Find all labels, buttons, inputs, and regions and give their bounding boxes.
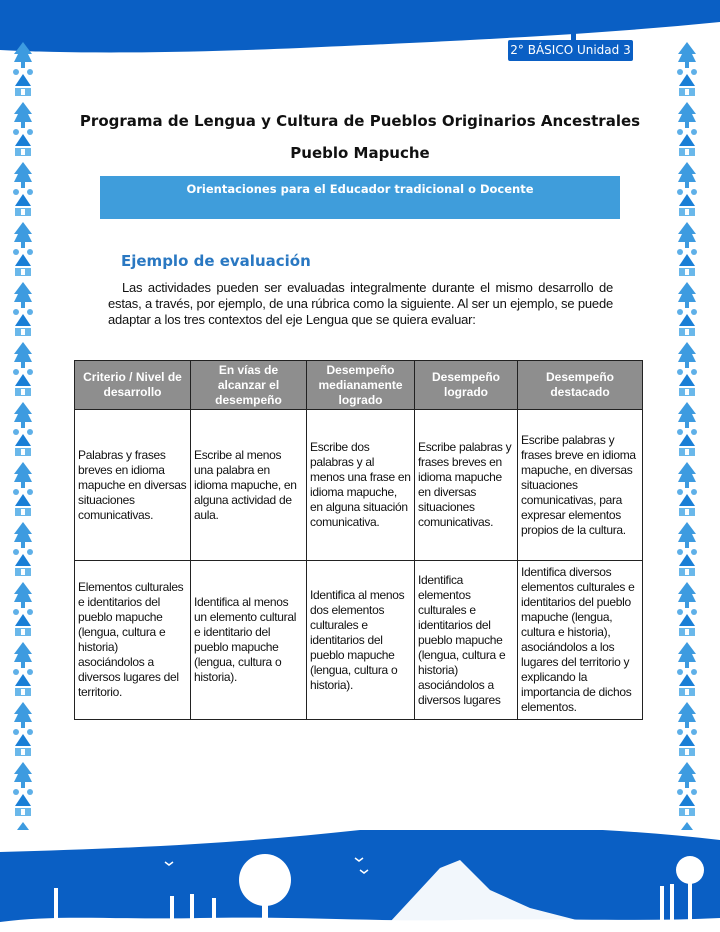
header-level-1: En vías de alcanzar el desempeño <box>191 361 307 410</box>
level-cell: Escribe dos palabras y al menos una frase en idioma mapuche, en alguna situación comunicativa. <box>307 410 415 561</box>
footer-landscape-decoration <box>0 830 720 932</box>
rubric-header-row <box>75 361 643 410</box>
banner-text: Orientaciones para el Educador tradicional o Docente <box>186 182 534 196</box>
level-cell: Escribe al menos una palabra en idioma mapuche, en alguna actividad de aula. <box>191 410 307 561</box>
header-level-4: Desempeño destacado <box>518 361 643 410</box>
evaluation-rubric-table <box>74 360 643 720</box>
table-row <box>75 410 643 561</box>
unit-badge: 2° BÁSICO Unidad 3 <box>508 40 633 61</box>
header-criterion: Criterio / Nivel de desarrollo <box>75 361 191 410</box>
table-row <box>75 561 643 720</box>
intro-text: Las actividades pueden ser evaluadas integralmente durante el mismo desarrollo de estas, a través, por ejemplo, de una rúbrica como la siguiente. Al ser un ejemplo, se puede adaptar a los tres contextos del eje Lengua que se quiera evaluar: <box>108 280 613 327</box>
section-title: Ejemplo de evaluación <box>121 252 311 270</box>
people-title: Pueblo Mapuche <box>290 144 430 162</box>
intro-paragraph <box>108 280 613 328</box>
header-level-2: Desempeño medianamente logrado <box>307 361 415 410</box>
level-cell: Identifica al menos dos elementos culturales e identitarios del pueblo mapuche (lengua, cultura o historia). <box>307 561 415 720</box>
criterion-cell: Elementos culturales e identitarios del pueblo mapuche (lengua, cultura e historia) asociándolos a diversos lugares del territorio. <box>75 561 191 720</box>
level-cell: Escribe palabras y frases breves en idioma mapuche en diversas situaciones comunicativas. <box>415 410 518 561</box>
level-cell: Identifica elementos culturales e identitarios del pueblo mapuche (lengua, cultura e historia) asociándolos a diversos lugares <box>415 561 518 720</box>
level-cell: Identifica al menos un elemento cultural e identitario del pueblo mapuche (lengua, cultura o historia). <box>191 561 307 720</box>
level-cell: Identifica diversos elementos culturales e identitarios del pueblo mapuche (lengua, cultura e historia), asociándolos a los lugares del territorio y explicando la importancia de dichos elementos. <box>518 561 643 720</box>
orientation-banner <box>100 176 620 219</box>
header-level-3: Desempeño logrado <box>415 361 518 410</box>
program-title: Programa de Lengua y Cultura de Pueblos Originarios Ancestrales <box>79 112 641 130</box>
level-cell: Escribe palabras y frases breve en idioma mapuche, en diversas situaciones comunicativas, para expresar elementos propios de la cultura. <box>518 410 643 561</box>
criterion-cell: Palabras y frases breves en idioma mapuche en diversas situaciones comunicativas. <box>75 410 191 561</box>
